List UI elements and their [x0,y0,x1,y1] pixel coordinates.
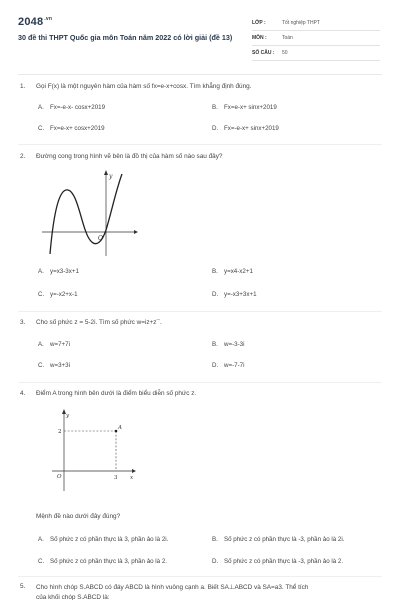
option-letter: D. [212,291,219,298]
option-b[interactable] [212,268,253,275]
option-letter: A. [38,268,44,275]
question-divider [18,144,382,145]
option-text: Số phức z có phần thực là 3, phần ảo là 2. [50,558,167,565]
origin-label: O [98,235,103,242]
option-text: Fx=-e-x- cosx+2019 [50,104,106,111]
y-tick-label: 2 [58,429,62,435]
question-number: 4. [20,390,26,397]
option-letter: D. [212,125,219,132]
option-text: w=-7-7i [224,362,245,369]
question-number: 3. [20,319,26,326]
meta-value: Tốt nghiệp THPT [282,20,320,26]
meta-label: MÔN : [252,35,267,41]
question-stem: Cho hình chóp S.ABCD có đáy ABCD là hình vuông cạnh a. Biết SA⊥ABCD và SA=a3. Thể tích [36,584,309,591]
option-c[interactable] [38,362,70,369]
option-text: Fx=e-x+ cosx+2019 [50,125,105,132]
option-b[interactable] [212,341,244,348]
header-divider [18,74,382,75]
option-d[interactable] [212,558,343,565]
meta-table [252,16,380,61]
option-c[interactable] [38,125,105,132]
document-title: 30 đề thi THPT Quốc gia môn Toán năm 2022 có lời giải (đề 13) [18,33,233,42]
option-text: y=-x2+x-1 [50,291,78,298]
option-a[interactable] [38,341,70,348]
question-stem: Gọi F(x) là một nguyên hàm của hàm số fx=e-x+cosx. Tìm khẳng định đúng. [36,83,252,90]
option-c[interactable] [38,291,78,298]
meta-value: Toán [282,35,293,41]
option-letter: C. [38,558,45,565]
option-text: w=3+3i [50,362,70,369]
option-letter: B. [212,536,218,543]
cubic-curve [50,174,122,254]
question-stem: Đường cong trong hình vẽ bên là đồ thị của hàm số nào sau đây? [36,153,223,160]
meta-row-class [252,16,380,31]
point-a [115,430,118,433]
x-axis-arrow [132,469,136,473]
option-text: y=x3-3x+1 [50,268,79,275]
question-number: 5. [20,583,26,590]
option-a[interactable] [38,104,105,111]
option-letter: C. [38,362,45,369]
question-substem: Mệnh đề nào dưới đây đúng? [36,513,121,520]
complex-plane-figure [48,407,138,493]
x-axis-arrow [134,230,138,234]
question-divider [18,576,382,577]
logo-suffix: .vn [44,16,53,23]
option-text: Fx=-e-x+ sinx+2019 [224,125,279,132]
y-axis-label: y [66,413,70,419]
y-axis-arrow [104,170,108,175]
site-logo[interactable] [18,16,52,28]
option-a[interactable] [38,536,168,543]
option-d[interactable] [212,291,257,298]
option-letter: A. [38,104,44,111]
option-text: Số phức z có phần thực là -3, phần ảo là 2i. [224,536,345,543]
point-label: A [118,425,122,431]
meta-value: 50 [282,50,288,56]
option-letter: C. [38,125,45,132]
meta-row-subject [252,31,380,46]
option-text: Số phức z có phần thực là -3, phần ảo là 2. [224,558,344,565]
option-text: w=7+7i [50,341,70,348]
option-text: w=-3-3i [224,341,245,348]
option-text: y=-x3+3x+1 [224,291,257,298]
question-divider [18,382,382,383]
option-b[interactable] [212,536,344,543]
option-d[interactable] [212,125,279,132]
option-c[interactable] [38,558,167,565]
option-letter: C. [38,291,45,298]
option-a[interactable] [38,268,79,275]
question-number: 2. [20,153,26,160]
option-letter: A. [38,341,44,348]
option-letter: A. [38,536,44,543]
question-stem: Cho số phức z = 5-2i. Tìm số phức w=iz+z¯. [36,319,162,326]
x-tick-label: 3 [114,475,118,481]
question-stem: Điểm A trong hình bên dưới là điểm biểu diễn số phức z. [36,390,197,397]
question-number: 1. [20,83,26,90]
question-divider [18,311,382,312]
x-axis-label: x [130,475,134,481]
option-text: y=x4-x2+1 [224,268,253,275]
option-letter: B. [212,268,218,275]
option-letter: D. [212,558,219,565]
option-text: Số phức z có phần thực là 3, phần ảo là 2i. [50,536,169,543]
question-stem-continued: của khối chóp S.ABCD là: [36,594,110,600]
header [0,0,400,72]
origin-label: O [57,474,62,480]
y-axis-label: y [109,173,113,180]
option-letter: B. [212,341,218,348]
meta-row-count [252,46,380,61]
option-letter: D. [212,362,219,369]
option-letter: B. [212,104,218,111]
logo-text: 2048 [18,16,44,28]
option-d[interactable] [212,362,244,369]
function-graph [38,168,138,258]
option-b[interactable] [212,104,277,111]
meta-label: SỐ CÂU : [252,50,275,56]
meta-label: LỚP : [252,20,266,26]
option-text: Fx=e-x+ sinx+2019 [224,104,277,111]
